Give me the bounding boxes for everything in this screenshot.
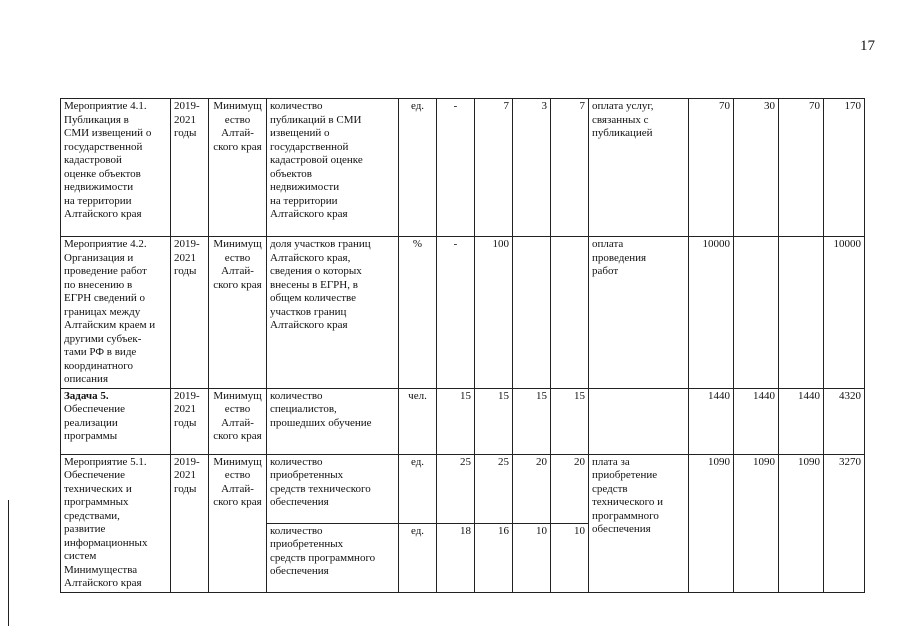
funding-2020-cell: 1440 [734, 388, 779, 454]
value-2019-cell: 25 [475, 454, 513, 523]
expense-cell [589, 388, 689, 454]
expense-cell: оплата услуг, связанных с публикацией [589, 99, 689, 237]
activity-cell: Мероприятие 4.2. Организация и проведение работ по внесению в ЕГРН сведений о границах между Алтайским краем и другими субъек- тами РФ в виде координатного описания [61, 237, 171, 389]
value-2020-cell: 10 [513, 523, 551, 592]
funding-2021-cell: 70 [779, 99, 824, 237]
unit-cell: ед. [399, 523, 437, 592]
indicator-cell: количество публикаций в СМИ извещений о государственной кадастровой оценке объектов недвижимости на территории Алтайского края [267, 99, 399, 237]
period-cell: 2019- 2021 годы [171, 388, 209, 454]
activity-cell: Мероприятие 4.1. Публикация в СМИ извещений о государственной кадастровой оценке объектов недвижимости на территории Алтайского края [61, 99, 171, 237]
executor-cell: Минимущ ество Алтай- ского края [209, 237, 267, 389]
base-value-cell: 25 [437, 454, 475, 523]
unit-cell: ед. [399, 454, 437, 523]
funding-2019-cell: 10000 [689, 237, 734, 389]
funding-2019-cell: 1090 [689, 454, 734, 592]
base-value-cell: 18 [437, 523, 475, 592]
table-row [61, 237, 865, 389]
value-2019-cell: 16 [475, 523, 513, 592]
funding-total-cell: 170 [824, 99, 865, 237]
expense-cell: оплата проведения работ [589, 237, 689, 389]
activity-cell: Задача 5. Обеспечение реализации программы [61, 388, 171, 454]
base-value-cell: 15 [437, 388, 475, 454]
funding-total-cell: 10000 [824, 237, 865, 389]
value-2020-cell: 15 [513, 388, 551, 454]
executor-cell: Минимущ ество Алтай- ского края [209, 388, 267, 454]
value-2020-cell: 20 [513, 454, 551, 523]
funding-total-cell: 4320 [824, 388, 865, 454]
unit-cell: ед. [399, 99, 437, 237]
funding-2019-cell: 1440 [689, 388, 734, 454]
table-row [61, 388, 865, 454]
value-2021-cell: 20 [551, 454, 589, 523]
expense-cell: плата за приобретение средств технического и программного обеспечения [589, 454, 689, 592]
funding-2019-cell: 70 [689, 99, 734, 237]
scan-margin-line [8, 500, 9, 626]
funding-2020-cell: 1090 [734, 454, 779, 592]
base-value-cell: - [437, 99, 475, 237]
value-2021-cell: 10 [551, 523, 589, 592]
base-value-cell: - [437, 237, 475, 389]
program-table [60, 98, 865, 593]
value-2021-cell [551, 237, 589, 389]
value-2019-cell: 100 [475, 237, 513, 389]
period-cell: 2019- 2021 годы [171, 237, 209, 389]
period-cell: 2019- 2021 годы [171, 454, 209, 592]
unit-cell: % [399, 237, 437, 389]
funding-2021-cell: 1440 [779, 388, 824, 454]
task-heading: Задача 5. [64, 389, 109, 402]
value-2021-cell: 7 [551, 99, 589, 237]
indicator-cell: количество специалистов, прошедших обучение [267, 388, 399, 454]
value-2019-cell: 7 [475, 99, 513, 237]
period-cell: 2019- 2021 годы [171, 99, 209, 237]
value-2021-cell: 15 [551, 388, 589, 454]
funding-total-cell: 3270 [824, 454, 865, 592]
indicator-cell: доля участков границ Алтайского края, сведения о которых внесены в ЕГРН, в общем количестве участков границ Алтайского края [267, 237, 399, 389]
activity-cell: Мероприятие 5.1. Обеспечение технических и программных средствами, развитие информационных систем Минимущества Алтайского края [61, 454, 171, 592]
indicator-cell: количество приобретенных средств программного обеспечения [267, 523, 399, 592]
funding-2020-cell: 30 [734, 99, 779, 237]
value-2020-cell: 3 [513, 99, 551, 237]
indicator-cell: количество приобретенных средств технического обеспечения [267, 454, 399, 523]
funding-2021-cell: 1090 [779, 454, 824, 592]
value-2020-cell [513, 237, 551, 389]
executor-cell: Минимущ ество Алтай- ского края [209, 99, 267, 237]
page-number: 17 [860, 38, 875, 54]
value-2019-cell: 15 [475, 388, 513, 454]
funding-2021-cell [779, 237, 824, 389]
table-row [61, 99, 865, 237]
executor-cell: Минимущ ество Алтай- ского края [209, 454, 267, 592]
table-row [61, 454, 865, 523]
unit-cell: чел. [399, 388, 437, 454]
funding-2020-cell [734, 237, 779, 389]
